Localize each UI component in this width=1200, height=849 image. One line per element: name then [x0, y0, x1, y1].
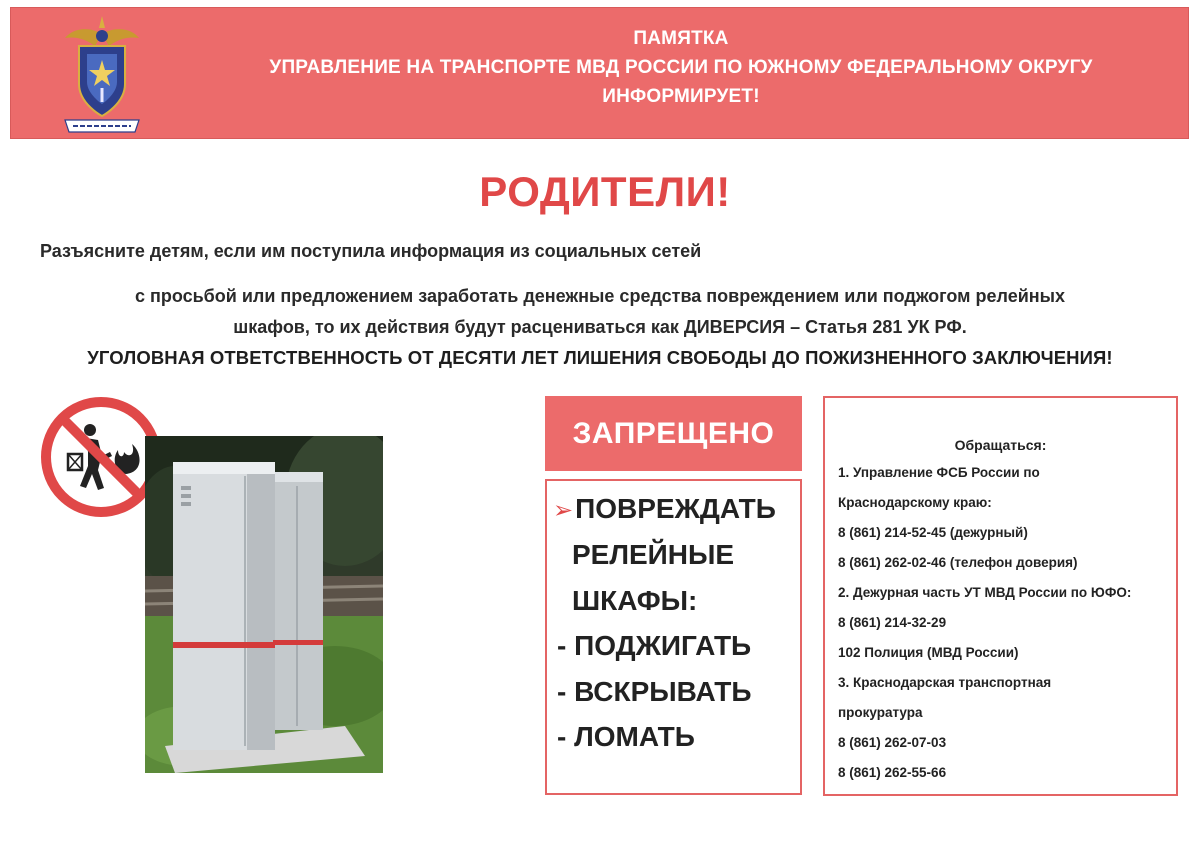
forbidden-item-breaking: - ЛОМАТЬ — [557, 721, 695, 752]
contact-line: 8 (861) 262-55-66 — [838, 765, 947, 780]
header-line-1: ПАМЯТКА — [633, 28, 729, 49]
header-line-3: ИНФОРМИРУЕТ! — [602, 86, 760, 107]
forbidden-item-opening: - ВСКРЫВАТЬ — [557, 676, 752, 707]
forbidden-list — [545, 479, 802, 795]
forbidden-item-damage-line-3: ШКАФЫ: — [572, 585, 698, 616]
contact-line: 1. Управление ФСБ России по — [838, 465, 1040, 480]
forbidden-heading: ЗАПРЕЩЕНО — [545, 396, 802, 471]
prohibition-sign-icon — [40, 396, 162, 518]
header-banner — [10, 7, 1189, 139]
contact-line: прокуратура — [838, 705, 923, 720]
forbidden-item-damage-line-2: РЕЛЕЙНЫЕ — [572, 539, 735, 570]
police-emblem-icon — [59, 14, 145, 136]
contact-line: 8 (861) 214-52-45 (дежурный) — [838, 525, 1028, 540]
header-line-2: УПРАВЛЕНИЕ НА ТРАНСПОРТЕ МВД РОССИИ ПО ЮЖНОМУ ФЕДЕРАЛЬНОМУ ОКРУГУ — [269, 57, 1093, 78]
contact-line: 8 (861) 214-32-29 — [838, 615, 947, 630]
contact-line: 102 Полиция (МВД России) — [838, 645, 1019, 660]
contact-line: 3. Краснодарская транспортная — [838, 675, 1052, 690]
arrow-bullet-icon: ➢ — [553, 497, 574, 524]
forbidden-item-arson: - ПОДЖИГАТЬ — [557, 630, 752, 661]
contact-line: 8 (861) 262-07-03 — [838, 735, 947, 750]
forbidden-item-damage: ➢ПОВРЕЖДАТЬ — [553, 493, 776, 524]
intro-line-2: с просьбой или предложением заработать денежные средства повреждением или поджогом релейных — [134, 286, 1066, 306]
contact-line: Краснодарскому краю: — [838, 495, 992, 510]
relay-cabinets-photo — [145, 436, 383, 773]
contacts-list — [838, 464, 1178, 794]
contacts-box — [823, 396, 1178, 796]
page-title: РОДИТЕЛИ! — [479, 168, 731, 215]
intro-line-3: шкафов, то их действия будут расцениваться как ДИВЕРСИЯ – Статья 281 УК РФ. — [233, 317, 967, 337]
contacts-heading: Обращаться: — [954, 437, 1047, 453]
contact-line: 8 (861) 262-02-46 (телефон доверия) — [838, 555, 1078, 570]
liability-warning: УГОЛОВНАЯ ОТВЕТСТВЕННОСТЬ ОТ ДЕСЯТИ ЛЕТ ЛИШЕНИЯ СВОБОДЫ ДО ПОЖИЗНЕННОГО ЗАКЛЮЧЕНИЯ! — [87, 347, 1113, 368]
intro-line-1: Разъясните детям, если им поступила информация из социальных сетей — [40, 241, 702, 261]
contact-line: 2. Дежурная часть УТ МВД России по ЮФО: — [838, 585, 1132, 600]
